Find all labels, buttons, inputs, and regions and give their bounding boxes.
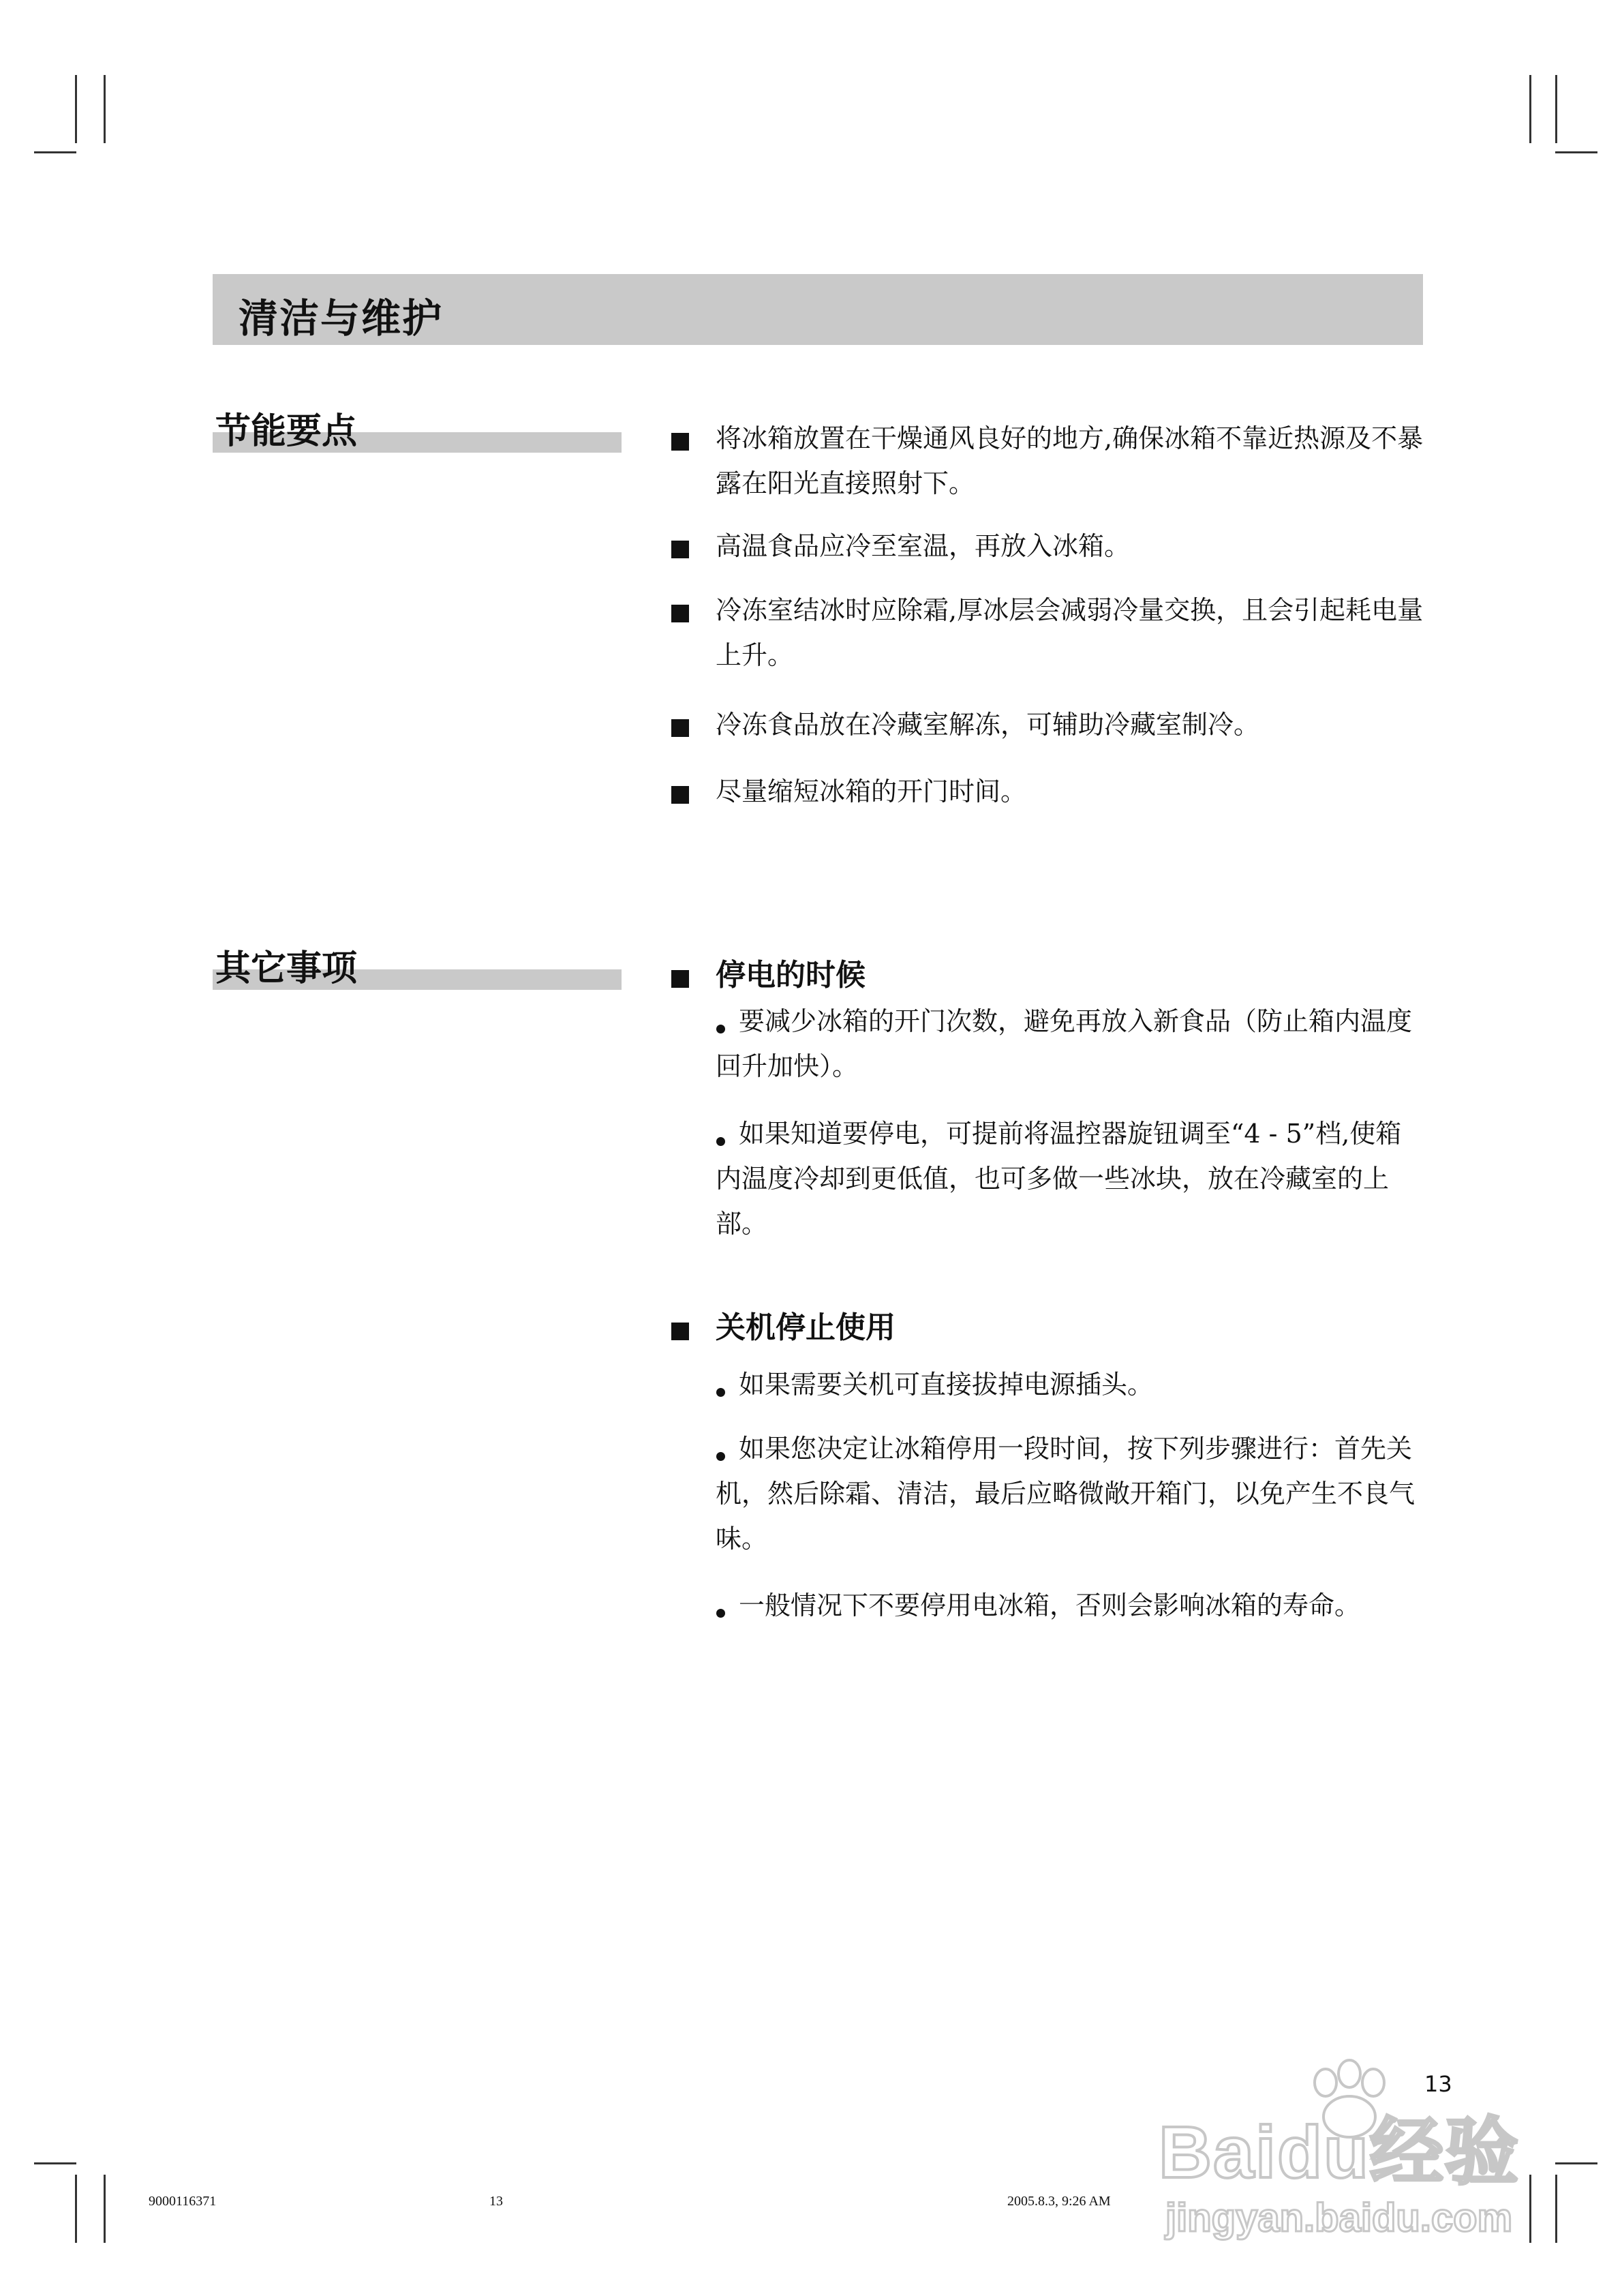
square-bullet-icon (671, 786, 689, 804)
list-item: 冷冻室结冰时应除霜,厚冰层会减弱冷量交换，且会引起耗电量上升。 (671, 588, 1424, 683)
list-item: 如果知道要停电，可提前将温控器旋钮调至“4 - 5”档,使箱内温度冷却到更低值，也可多做一些冰块，放在冷藏室的上部。 (716, 1119, 1402, 1239)
subsection-power-outage (671, 953, 1424, 1001)
list-item: 尽量缩短冰箱的开门时间。 (671, 769, 1424, 817)
watermark-url: jingyan.baidu.com (1165, 2196, 1513, 2240)
other-heading: 其它事项 (215, 948, 358, 989)
square-bullet-icon (671, 541, 689, 558)
section-heading-other (213, 946, 622, 994)
section-heading-energy (213, 409, 622, 457)
power-outage-title: 停电的时候 (716, 958, 866, 993)
page-title: 清洁与维护 (239, 295, 444, 342)
page-title-bar (213, 274, 1423, 345)
list-item: 将冰箱放置在干燥通风良好的地方,确保冰箱不靠近热源及不暴露在阳光直接照射下。 (671, 416, 1424, 511)
subsection-shutdown (671, 1305, 1424, 1353)
list-item: 如果需要关机可直接拔掉电源插头。 (671, 1362, 1424, 1410)
square-bullet-icon (671, 719, 689, 737)
footer-page: 13 (489, 2194, 503, 2209)
watermark-brand: Baidu经验 (1159, 2111, 1520, 2193)
baidu-watermark (1159, 2059, 1567, 2263)
energy-heading: 节能要点 (215, 410, 358, 452)
square-bullet-icon (671, 433, 689, 451)
shutdown-title: 关机停止使用 (716, 1310, 896, 1345)
list-item: 一般情况下不要停用电冰箱，否则会影响冰箱的寿命。 (671, 1583, 1424, 1631)
square-bullet-icon (671, 970, 689, 988)
footer-doc-code: 9000116371 (149, 2194, 217, 2209)
square-bullet-icon (671, 1323, 689, 1340)
footer-timestamp: 2005.8.3, 9:26 AM (1007, 2194, 1111, 2209)
square-bullet-icon (671, 605, 689, 622)
list-item: 要减少冰箱的开门次数，避免再放入新食品（防止箱内温度回升加快）。 (716, 1006, 1413, 1081)
page-number: 13 (1424, 2071, 1452, 2097)
list-item: 冷冻食品放在冷藏室解冻，可辅助冷藏室制冷。 (671, 702, 1424, 750)
list-item: 如果您决定让冰箱停用一段时间，按下列步骤进行：首先关机，然后除霜、清洁，最后应略微敞开箱门，以免产生不良气味。 (716, 1434, 1416, 1554)
list-item: 高温食品应冷至室温，再放入冰箱。 (671, 524, 1424, 571)
